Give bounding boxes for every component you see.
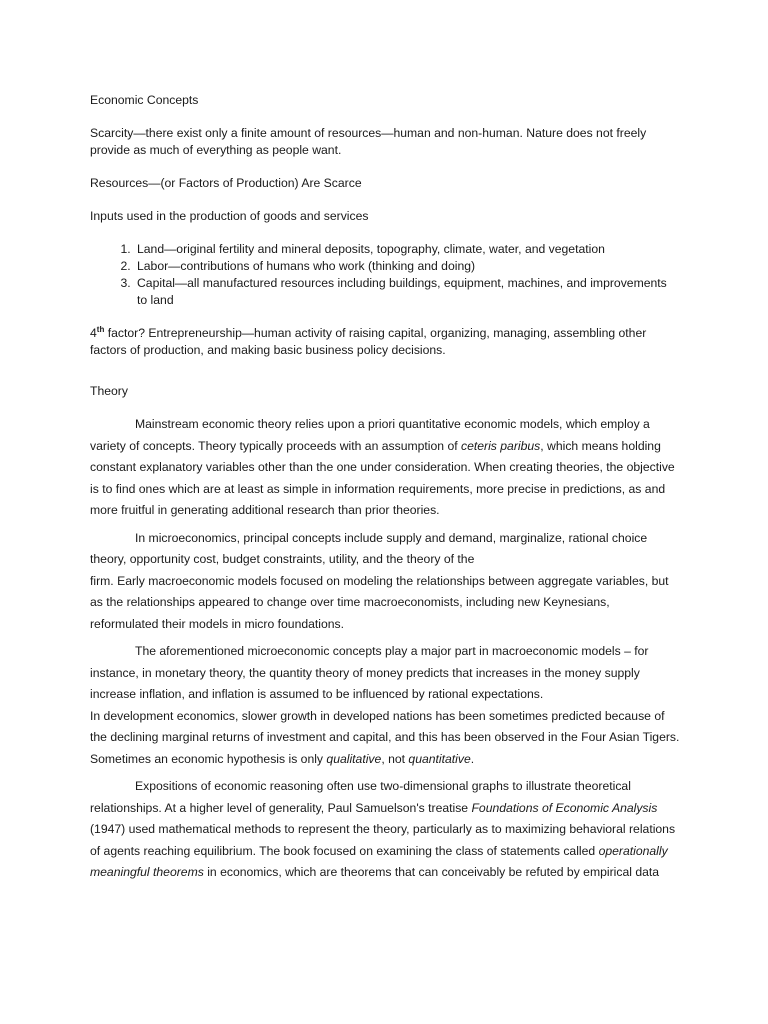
text-run: , not xyxy=(381,751,409,766)
fourth-factor-number: 4 xyxy=(90,326,97,340)
theory-paragraph-2-continued: firm. Early macroeconomic models focused on modeling the relationships between aggregate variables, but as the relationships appeared to change over time macroeconomists, including new Keynesians, reformulated their models in micro foundations. xyxy=(90,573,669,631)
text-run: (1947) used mathematical methods to represent the theory, particularly as to maximizing behavioral relations of agents reaching equilibrium. The book focused on examining the class of statements called xyxy=(90,822,676,858)
theory-paragraph-2: In microeconomics, principal concepts include supply and demand, marginalize, rational choice theory, opportunity cost, budget constraints, utility, and the theory of the xyxy=(90,530,648,566)
emphasis-book-title: Foundations of Economic Analysis xyxy=(471,800,658,815)
factors-list xyxy=(90,241,680,309)
theory-heading: Theory xyxy=(90,384,128,398)
emphasis-qualitative: qualitative xyxy=(326,751,382,766)
scarcity-paragraph xyxy=(90,125,680,159)
fourth-factor-text: factor? Entrepreneurship—human activity of raising capital, organizing, managing, assembling other factors of production, and making basic business policy decisions. xyxy=(90,326,647,357)
emphasis-quantitative: quantitative xyxy=(408,751,471,766)
scarcity-text: —there exist only a finite amount of resources—human and non-human. Nature does not freely provide as much of everything as people want. xyxy=(90,126,647,157)
document-title: Economic Concepts xyxy=(90,93,199,107)
theory-paragraph-1 xyxy=(90,414,680,522)
inputs-heading: Inputs used in the production of goods and services xyxy=(90,209,369,223)
list-item: 2. Labor—contributions of humans who work (thinking and doing) xyxy=(134,258,680,275)
text-run: . xyxy=(470,751,475,766)
theory-paragraph-3: The aforementioned microeconomic concepts play a major part in macroeconomic models – for instance, in monetary theory, the quantity theory of money predicts that increases in the money supply increase inflation, and inflation is assumed to be influenced by rational expectations. xyxy=(90,644,649,701)
scarcity-term: Scarcity xyxy=(90,126,134,140)
list-item: 3. Capital—all manufactured resources including buildings, equipment, machines, and improvements to land xyxy=(134,275,680,309)
text-run: Expositions of economic reasoning often use two-dimensional graphs to illustrate theoretical relationships. At a higher level of generality, Paul Samuelson's treatise xyxy=(90,779,631,815)
fourth-factor-ordinal: th xyxy=(96,324,105,334)
theory-paragraph-3-continued xyxy=(90,706,680,771)
list-item: 1. Land—original fertility and mineral deposits, topography, climate, water, and vegetation xyxy=(134,241,680,258)
emphasis-ceteris-paribus: ceteris paribus xyxy=(461,438,541,453)
document-page xyxy=(90,92,680,890)
resources-heading: Resources—(or Factors of Production) Are Scarce xyxy=(90,176,362,190)
text-run: in economics, which are theorems that can conceivably be refuted by empirical data xyxy=(203,865,660,879)
theory-paragraph-4 xyxy=(90,776,680,884)
text-run: , which means holding constant explanatory variables other than the one under consideration. When creating theories, the objective is to find ones which are at least as simple in information requirements, more precise in predictions, as and more fruitful in generating additional research than prior theories. xyxy=(90,438,675,517)
fourth-factor-paragraph xyxy=(90,325,680,359)
emphasis-theorems: operationally meaningful theorems xyxy=(90,843,668,879)
text-run: Mainstream economic theory relies upon a priori quantitative economic models, which employ a variety of concepts. Theory typically proceeds with an assumption of xyxy=(90,417,650,453)
text-run: In development economics, slower growth in developed nations has been sometimes predicted because of the declining marginal returns of investment and capital, and this has been observed in the Four Asian Tigers. Sometimes an economic hypothesis is only xyxy=(90,708,680,766)
